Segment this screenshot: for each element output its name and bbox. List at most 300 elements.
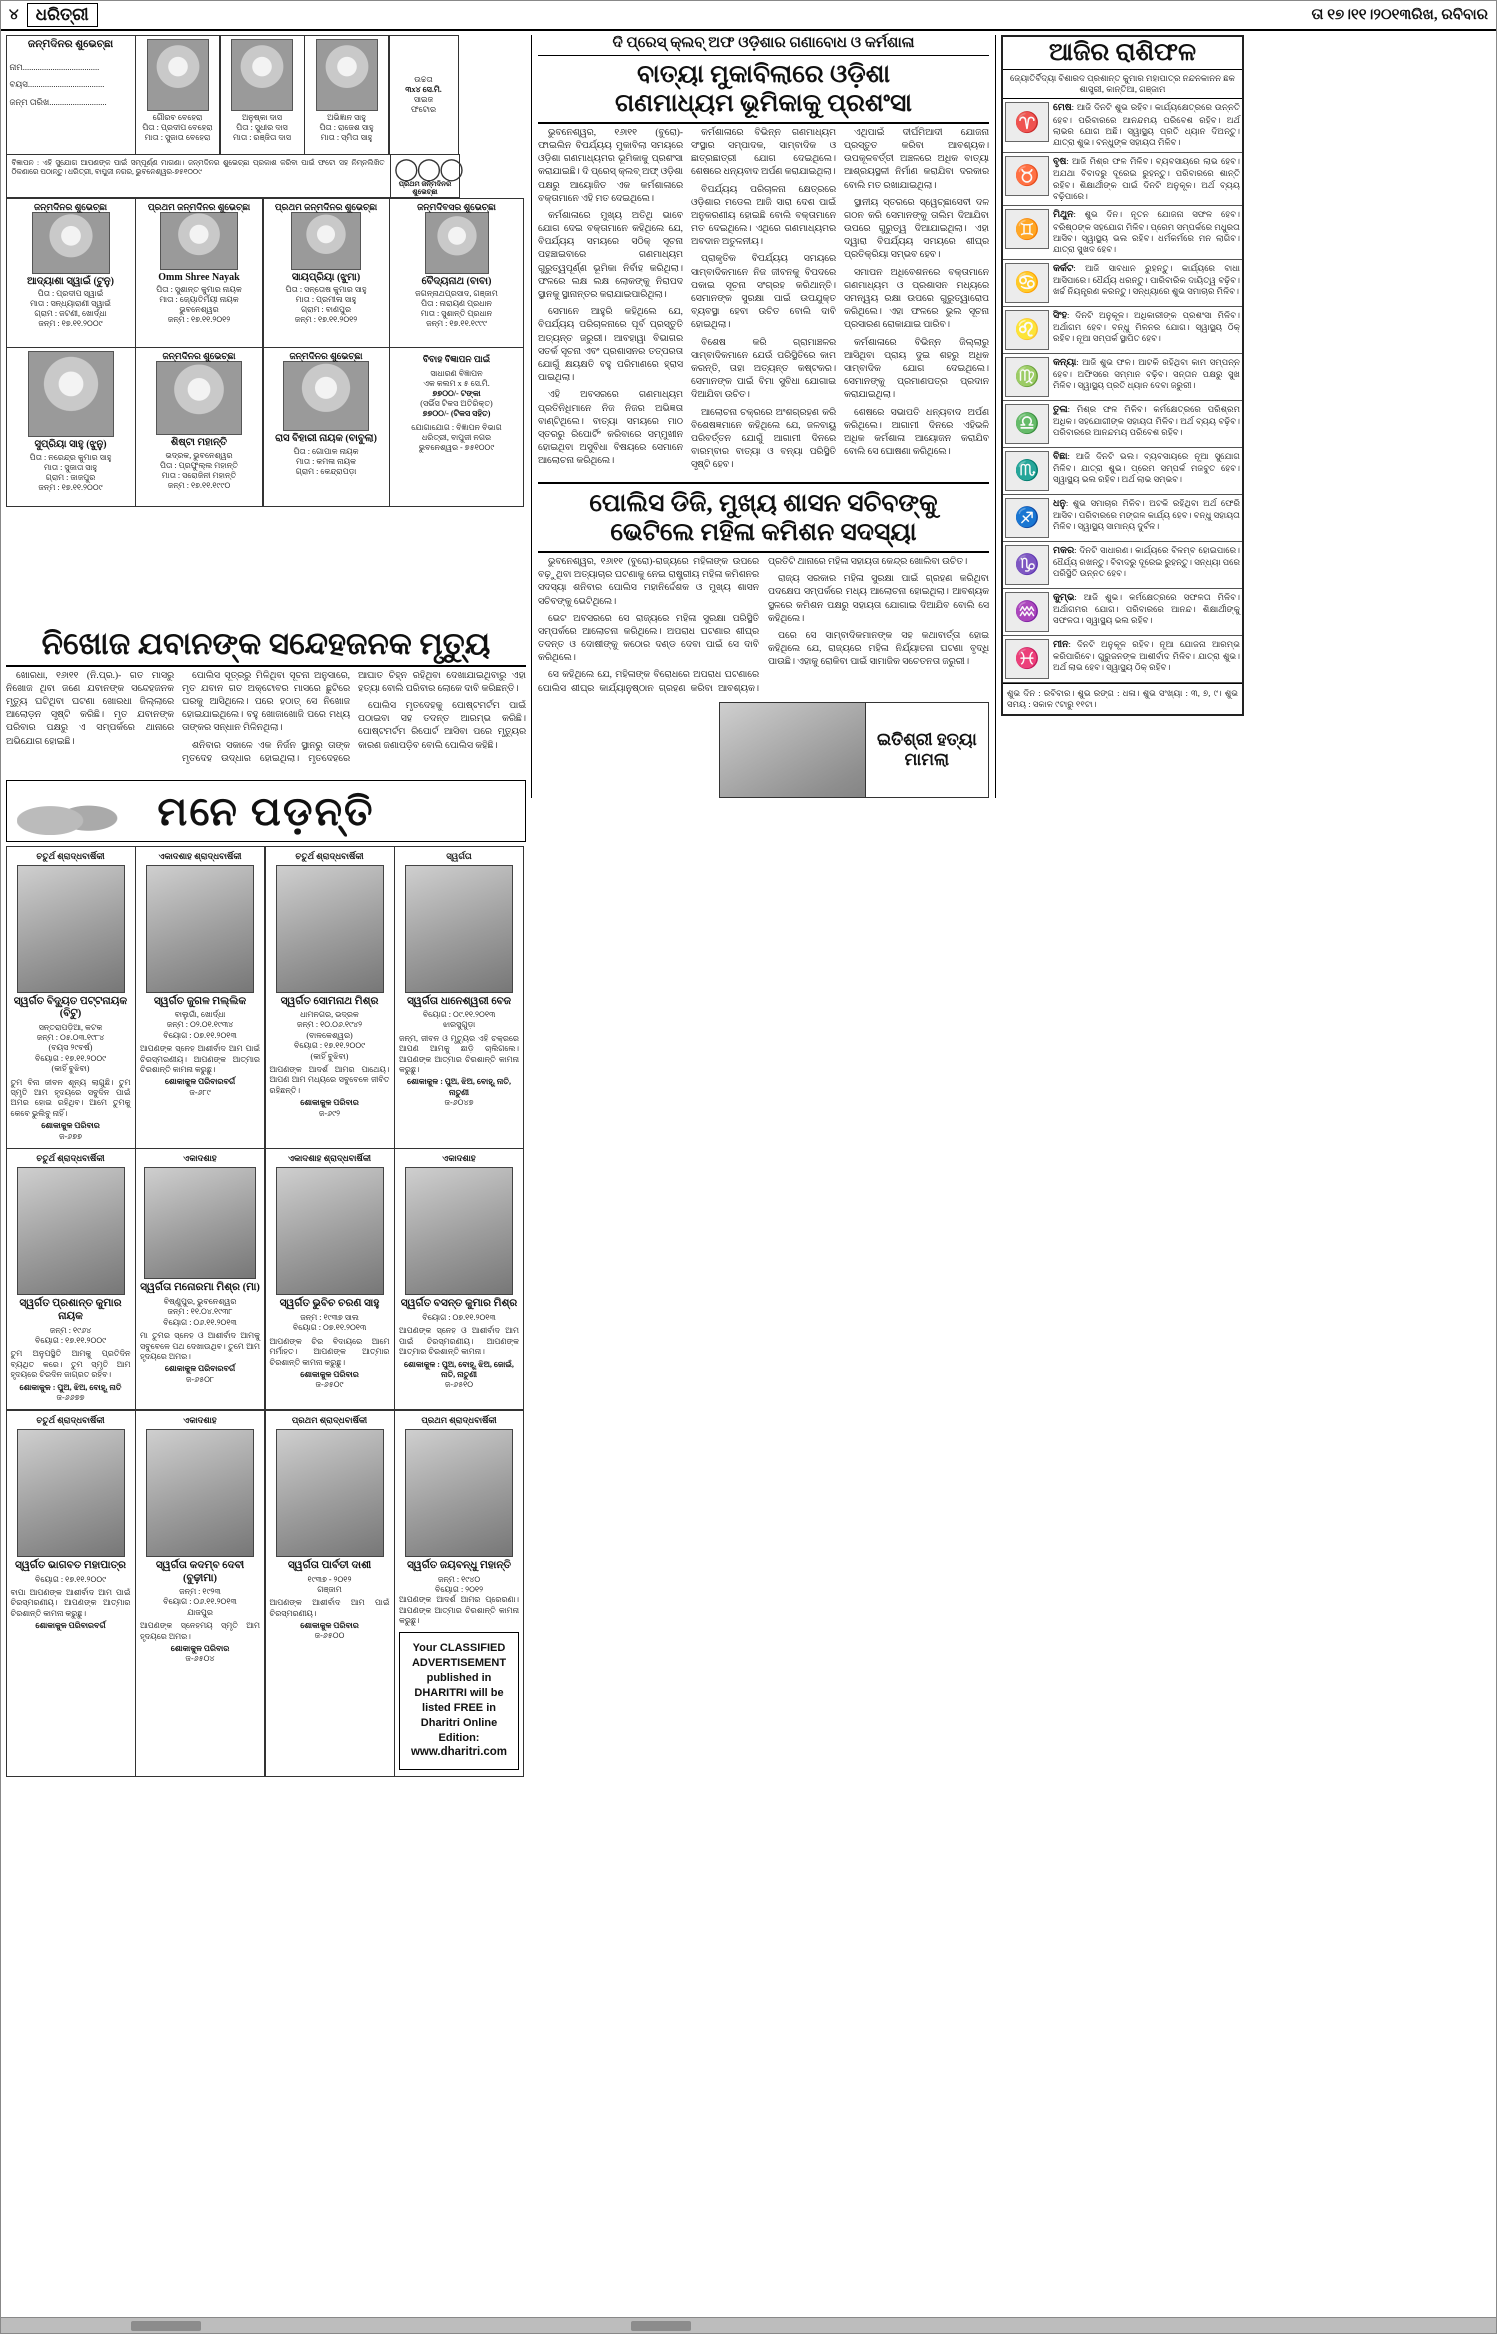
obituary-entry xyxy=(265,1410,395,1777)
form-line-dob: ଜନ୍ମ ତାରିଖ........................... xyxy=(9,97,107,108)
obituary-message: ଆପଣଙ୍କ ସ୍ନେହ ଓ ଆଶୀର୍ବାଦ ଆମ ପାଇଁ ଚିରସ୍ମରଣୀୟ। ଆପଣଙ୍କ ଆତ୍ମାର ଚିରଶାନ୍ତି କାମନା। xyxy=(399,1326,519,1357)
birthday-detail: ମାତା : ରଞ୍ଜିତା ଦାସ xyxy=(233,132,291,142)
birthday-detail: ଭଦ୍ରକ, ଭୁବନେଶ୍ୱର xyxy=(165,450,233,460)
paragraph: ପ୍ରାକୃତିକ ବିପର୍ଯ୍ୟୟ ସମୟରେ ସାମ୍ବାଦିକମାନେ ନିଜ ଜୀବନକୁ ବିପଦରେ ପକାଇ ସୂଚନା ସଂଗ୍ରହ କରିଥାନ୍ତି। ସେମାନଙ୍କ ସୁରକ୍ଷା ପାଇଁ ଉପଯୁକ୍ତ ବ୍ୟବସ୍ଥା ହେବା ଉଚିତ ବୋଲି ଦାବି ହୋଇଥିଲା। xyxy=(691,254,836,331)
obituary-ref: ଜ-୬୦୪୭ xyxy=(444,1098,474,1108)
obituary-mourners: ଶୋକାକୁଳ ପରିବାରବର୍ଗ xyxy=(35,1621,106,1631)
obituary-photo xyxy=(276,1167,384,1295)
article-headline: ଗଣମାଧ୍ୟମ ଭୂମିକାକୁ ପ୍ରଶଂସା xyxy=(615,90,912,117)
obituary-section xyxy=(6,776,526,1777)
lamp-icon xyxy=(17,787,127,835)
obituary-line: ବିୟୋଗ : ୦୯.୧୧.୨୦୧୩ xyxy=(422,1010,496,1020)
paragraph: ସେମାନେ ଆହୁରି କହିଥିଲେ ଯେ, ବିପର୍ଯ୍ୟୟ ପରିଚାଳନାରେ ପୂର୍ବ ପ୍ରସ୍ତୁତି ଅତ୍ୟନ୍ତ ଜରୁରୀ। ଆବହାୱା ବିଭାଗର ସତର୍କ ସୂଚନା ଏବଂ ପ୍ରଶାସନର ତତ୍‌ପରତା ଯୋଗୁଁ କ୍ଷୟକ୍ଷତି ବହୁ ପରିମାଣରେ ହ୍ରାସ ପାଇଥିଲା। xyxy=(538,307,683,384)
news-photo xyxy=(719,702,989,798)
birthday-detail: ପିତା : ସୁଶାନ୍ତ କୁମାର ନାୟକ xyxy=(156,285,242,295)
paragraph: ଏଥିପାଇଁ ଦୀର୍ଘମିଆଦୀ ଯୋଜନା ପ୍ରସ୍ତୁତ କରିବା ଆବଶ୍ୟକ। ଉପକୂଳବର୍ତ୍ତୀ ଅଞ୍ଚଳରେ ଅଧିକ ବାତ୍ୟା ଆଶ୍ରୟସ୍ଥଳୀ ନିର୍ମାଣ କରାଯିବା ଦରକାର ବୋଲି ମତ ରଖାଯାଇଥିଲା। xyxy=(844,127,989,191)
birthday-detail: ଜନ୍ମ : ୧୭.୧୧.୨୦୧୨ xyxy=(167,315,231,325)
rashifal-item: ♌ ସିଂହ: ଦିନଟି ଅନୁକୂଳ। ଅଧିକାରୀଙ୍କ ପ୍ରଶଂସା ମିଳିବ। ଅର୍ଥାଗମ ହେବ। ବନ୍ଧୁ ମିଳନର ଯୋଗ। ସ୍ୱାସ୍ଥ୍ୟ ଠିକ୍‌ ରହିବ। ନୂଆ ସମ୍ପର୍କ ସ୍ଥାପିତ ହେବ। xyxy=(1003,307,1242,354)
page-number: ୪ xyxy=(9,7,19,23)
article-kicker: ଦି ପ୍ରେସ୍‌ କ୍ଲବ୍‌ ଅଫ ଓଡ଼ିଶାର ଗଣାବୋଧ ଓ କର୍ମଶାଳା xyxy=(538,35,989,56)
birthday-detail: ଗ୍ରାମ : ଜାଜପୁର xyxy=(45,472,96,482)
obituary-ref: ଜ-୬୭୭ xyxy=(58,1131,82,1141)
obituary-occasion: ଏକାଦଶାହ xyxy=(183,1414,217,1425)
obituary-photo xyxy=(405,865,513,993)
birthday-detail: ଜନ୍ମ : ୧୭.୧୧.୧୯୯୦ xyxy=(167,480,231,490)
obituary-name: ସ୍ୱର୍ଗତା କଦମ୍ବ ଦେବୀ (ବୁଢ଼ୀମା) xyxy=(155,1559,245,1584)
rashifal-title: ଆଜିର ରାଶିଫଳ xyxy=(1003,37,1242,70)
form-line-name: ନାମ.................................... xyxy=(9,61,100,72)
zodiac-aquarius-icon: ♒ xyxy=(1005,592,1049,632)
birthday-detail: ଜଗନ୍ନାଥପ୍ରସାଦ, ଗଞ୍ଜାମ xyxy=(415,289,498,299)
birthday-cell xyxy=(6,347,136,507)
zodiac-name: କର୍କଟ xyxy=(1053,263,1074,274)
birthday-photo xyxy=(425,212,489,274)
obituary-occasion: ଏକାଦଶାହ ଶ୍ରାଦ୍ଧବାର୍ଷିକୀ xyxy=(158,850,242,861)
obituary-line: (ବୟସ ୨୯ବର୍ଷ) xyxy=(48,1043,93,1053)
rashifal-item: ♓ ମୀନ: ଦିନଟି ଅନୁକୂଳ ରହିବ। ନୂଆ ଯୋଜନା ଆରମ୍ଭ କରିପାରିବେ। ଗୁରୁଜନଙ୍କ ଆଶୀର୍ବାଦ ମିଳିବ। ଯାତ୍ରା ଶୁଭ। ଅର୍ଥ ଲାଭ ହେବ। ସ୍ୱାସ୍ଥ୍ୟ ଠିକ୍‌ ରହିବ। xyxy=(1003,636,1242,683)
obituary-ref: ଜ-୬୫୦୦ xyxy=(314,1631,345,1641)
obituary-name: ସ୍ୱର୍ଗତା ମନୋରମା ମିଶ୍ର (ମା) xyxy=(140,1282,260,1294)
obituary-occasion: ଚତୁର୍ଥ ଶ୍ରାଦ୍ଧବାର୍ଷିକୀ xyxy=(295,850,364,861)
birthday-name: ଶିଷ୍ଟା ମହାନ୍ତି xyxy=(170,437,228,449)
birthday-name: ଆଦ୍ୟାଶା ସ୍ୱାଇଁ (ଟୁନୁ) xyxy=(27,275,114,287)
paragraph: ପୋଲିସ ମୃତଦେହକୁ ପୋଷ୍ଟମର୍ଟମ ପାଇଁ ପଠାଇବା ସହ ତଦନ୍ତ ଆରମ୍ଭ କରିଛି। ପୋଷ୍ଟମର୍ଟମ ରିପୋର୍ଟ ଆସିବା ପରେ ମୃତ୍ୟୁର କାରଣ ଜଣାପଡ଼ିବ ବୋଲି ପୋଲିସ କହିଛି। xyxy=(358,701,526,751)
birthday-note-text: ବିଜ୍ଞାପନ : ଏହି ସୁଯୋଗ ଆପଣଙ୍କ ପାଇଁ ସମ୍ପୂର୍ଣ୍ଣ ମାଗଣା। ଜନ୍ମଦିନର ଶୁଭେଚ୍ଛା ପ୍ରକାଶ କରିବା ପାଇଁ ଫଟୋ ସହ ନିମ୍ନଲିଖିତ ଠିକଣାରେ ପଠାନ୍ତୁ। ଧରିତ୍ରୀ, ବାପୁଜୀ ନଗର, ଭୁବନେଶ୍ୱର-୭୫୧୦୦୯ xyxy=(11,158,385,177)
obituary-name: ସ୍ୱର୍ଗତ ବିଦ୍ୟୁତ ପଟ୍ଟନାୟକ (ବିଟୁ) xyxy=(13,995,128,1020)
rashifal-item: ♉ ବୃଷ: ଆଜି ମିଶ୍ର ଫଳ ମିଳିବ। ବ୍ୟବସାୟରେ ଲାଭ ହେବ। ଅଯଥା ବିବାଦରୁ ଦୂରେଇ ରୁହନ୍ତୁ। ପରିବାରରେ ଶାନ୍ତି ରହିବ। ଶିକ୍ଷାର୍ଥୀଙ୍କ ପାଇଁ ଦିନଟି ଅନୁକୂଳ। ଅର୍ଥ ବ୍ୟୟ ବଢ଼ିପାରେ। xyxy=(1003,153,1242,206)
zodiac-text: ଦିନଟି ଅନୁକୂଳ। ଅଧିକାରୀଙ୍କ ପ୍ରଶଂସା ମିଳିବ। ଅର୍ଥାଗମ ହେବ। ବନ୍ଧୁ ମିଳନର ଯୋଗ। ସ୍ୱାସ୍ଥ୍ୟ ଠିକ୍‌ ରହିବ। ନୂଆ ସମ୍ପର୍କ ସ୍ଥାପିତ ହେବ। xyxy=(1053,309,1240,344)
obituary-line: ବିୟୋଗ : ୧୭.୧୧.୨୦୦୯ xyxy=(34,1574,107,1584)
obituary-message: ବାପା ଆପଣଙ୍କ ଆଶୀର୍ବାଦ ଆମ ପାଇଁ ଚିରସ୍ମରଣୀୟ। ଆପଣଙ୍କ ଆତ୍ମାର ଚିରଶାନ୍ତି କାମନା କରୁଛୁ। xyxy=(10,1587,131,1618)
obituary-line: ବିୟୋଗ : ୦୭.୧୧.୨୦୧୩ xyxy=(422,1313,496,1323)
birthday-detail: ମାତା : କମଳା ନାୟକ xyxy=(295,456,357,466)
obituary-line: ବିୟୋଗ : ୧୭.୧୧.୨୦୦୯ xyxy=(293,1041,366,1051)
obituary-mourners: ଶୋକାକୁଳ ପରିବାର xyxy=(300,1098,359,1108)
zodiac-scorpio-icon: ♏ xyxy=(1005,451,1049,491)
birthday-cell xyxy=(6,198,136,348)
birthday-detail: ଜନ୍ମ : ୧୭.୧୧.୨୦୦୯ xyxy=(38,482,103,492)
obituary-mourners: ଶୋକାକୁଳ : ପୁଅ, ଝିଅ, ବୋହୂ, ନାତି xyxy=(19,1382,122,1392)
obituary-photo xyxy=(405,1429,513,1557)
zodiac-text: ଆଜି ଦିନଟି ଶୁଭ ରହିବ। କାର୍ଯ୍ୟକ୍ଷେତ୍ରରେ ଉନ୍ନତି ହେବ। ପରିବାରରେ ଆନନ୍ଦମୟ ପରିବେଶ ରହିବ। ଅର୍ଥ ଲାଭର ଯୋଗ ଅଛି। ସ୍ୱାସ୍ଥ୍ୟ ପ୍ରତି ଧ୍ୟାନ ଦିଅନ୍ତୁ। ଯାତ୍ରା ଶୁଭ। ବନ୍ଧୁଙ୍କ ସହାୟତା ମିଳିବ। xyxy=(1053,102,1240,148)
obituary-mourners: ଶୋକାକୁଳ ପରିବାରବର୍ଗ xyxy=(164,1077,236,1087)
photo-size-note xyxy=(389,35,459,155)
missing-soldier-article xyxy=(6,626,526,766)
obituary-occasion: ଏକାଦଶାହ ଶ୍ରାଦ୍ଧବାର୍ଷିକୀ xyxy=(287,1153,372,1164)
obituary-line: ଜନ୍ମ : ୧୧.୦୪.୧୯୩୮ xyxy=(167,1307,233,1317)
birthday-detail: ମାତା : ଜ୍ୟୋତିର୍ମୟୀ ନାୟକ xyxy=(159,295,239,305)
obituary-occasion: ଚତୁର୍ଥ ଶ୍ରାଦ୍ଧବାର୍ଷିକୀ xyxy=(36,850,105,861)
obituary-mourners: ଶୋକାକୁଳ : ପୁଅ, ଝିଅ, ବୋହୂ, ନାତି, ନାତୁଣୀ xyxy=(407,1077,511,1097)
birthday-detail: ଗ୍ରାମ : କେନ୍ଦ୍ରାପଡ଼ା xyxy=(295,466,357,476)
obituary-photo xyxy=(146,1429,254,1557)
birthday-detail: ପିତା : ସନ୍ତୋଷ କୁମାର ସାହୁ xyxy=(285,285,367,295)
birthday-note xyxy=(6,154,391,198)
birthday-cell xyxy=(135,347,263,507)
rashifal-item: ♈ ମେଷ: ଆଜି ଦିନଟି ଶୁଭ ରହିବ। କାର୍ଯ୍ୟକ୍ଷେତ୍ରରେ ଉନ୍ନତି ହେବ। ପରିବାରରେ ଆନନ୍ଦମୟ ପରିବେଶ ରହିବ। ଅର୍ଥ ଲାଭର ଯୋଗ ଅଛି। ସ୍ୱାସ୍ଥ୍ୟ ପ୍ରତି ଧ୍ୟାନ ଦିଅନ୍ତୁ। ଯାତ୍ରା ଶୁଭ। ବନ୍ଧୁଙ୍କ ସହାୟତା ମିଳିବ। xyxy=(1003,99,1242,152)
ad-line: Dharitri Online xyxy=(420,1716,498,1729)
obituary-mourners: ଶୋକାକୁଳ : ପୁଅ, ବୋହୂ, ଝିଅ, ଜୋଇଁ, ନାତି, ନାତୁଣୀ xyxy=(404,1359,514,1380)
obituary-photo xyxy=(276,865,384,993)
birthday-name: ଅନୁଷ୍କା ଦାସ xyxy=(241,112,282,122)
rashifal-item: ♍ କନ୍ୟା: ଆଜି ଶୁଭ ଫଳ। ଆଟକି ରହିଥିବା କାମ ସମ୍ପନ୍ନ ହେବ। ଅଫିସରେ ସମ୍ମାନ ବଢ଼ିବ। ସନ୍ତାନ ପକ୍ଷରୁ ସୁଖ ମିଳିବ। ସ୍ୱାସ୍ଥ୍ୟ ପ୍ରତି ଧ୍ୟାନ ଦେବା ଜରୁରୀ। xyxy=(1003,354,1242,401)
rashifal-item: ♎ ତୁଳା: ମିଶ୍ର ଫଳ ମିଳିବ। କର୍ମକ୍ଷେତ୍ରରେ ପରିଶ୍ରମ ଅଧିକ। ସହଯୋଗୀଙ୍କ ସହାୟତା ମିଳିବ। ଅର୍ଥ ବ୍ୟୟ ବଢ଼ିବ। ପରିବାରରେ ଆନନ୍ଦମୟ ପରିବେଶ ରହିବ। xyxy=(1003,401,1242,448)
obituary-name: ସ୍ୱର୍ଗତ ଭାଗବତ ମହାପାତ୍ର xyxy=(14,1559,126,1571)
obituary-line: (କାହିଁ ବୁଝିବା) xyxy=(310,1051,349,1061)
obituary-banner xyxy=(6,780,526,842)
obituary-message: ଆପଣଙ୍କ ସ୍ନେହମୟ ସ୍ମୃତି ଆମ ହୃଦୟରେ ଅମର। xyxy=(140,1621,260,1641)
paragraph: ଏହି ଅବସରରେ ଗଣମାଧ୍ୟମ ପ୍ରତିନିଧିମାନେ ନିଜ ନିଜର ଅଭିଜ୍ଞତା ବାଣ୍ଟିଥିଲେ। ବାତ୍ୟା ସମୟରେ ମାଠ ସ୍ତରରୁ ରିପୋର୍ଟିଂ କରିବାରେ ସମ୍ମୁଖୀନ ହୋଇଥିବା ଅସୁବିଧା ବିଷୟରେ ସେମାନେ ଆଲୋଚନା କରିଥିଲେ। xyxy=(538,390,683,467)
obituary-mourners: ଶୋକାକୁଳ ପରିବାର xyxy=(170,1644,230,1654)
obituary-line: ବିୟୋଗ : ୦୭.୧୧.୨୦୧୩ xyxy=(163,1030,237,1040)
birthday-detail: ମାତା : ସ୍ମିତା ସାହୁ xyxy=(320,132,373,142)
birthday-detail: ପିତା : ନାରାୟଣ ପ୍ରଧାନ xyxy=(421,299,492,309)
pricebox-line: ଭୁବନେଶ୍ୱର - ୭୫୧୦୦୯ xyxy=(418,443,495,453)
zodiac-text: ଆଜି ମିଶ୍ର ଫଳ ମିଳିବ। ବ୍ୟବସାୟରେ ଲାଭ ହେବ। ଅଯଥା ବିବାଦରୁ ଦୂରେଇ ରୁହନ୍ତୁ। ପରିବାରରେ ଶାନ୍ତି ରହିବ। ଶିକ୍ଷାର୍ଥୀଙ୍କ ପାଇଁ ଦିନଟି ଅନୁକୂଳ। ଅର୍ଥ ବ୍ୟୟ ବଢ଼ିପାରେ। xyxy=(1053,155,1240,201)
zodiac-text: ଦିନଟି ଅନୁକୂଳ ରହିବ। ନୂଆ ଯୋଜନା ଆରମ୍ଭ କରିପାରିବେ। ଗୁରୁଜନଙ୍କ ଆଶୀର୍ବାଦ ମିଳିବ। ଯାତ୍ରା ଶୁଭ। ଅର୍ଥ ଲାଭ ହେବ। ସ୍ୱାସ୍ଥ୍ୟ ଠିକ୍‌ ରହିବ। xyxy=(1053,638,1240,673)
paragraph: ବିଶେଷ କରି ଗ୍ରାମାଞ୍ଚଳର ସାମ୍ବାଦିକମାନେ ଯେଉଁ ପରିସ୍ଥିତିରେ କାମ କରନ୍ତି, ତାହା ଅତ୍ୟନ୍ତ କଷ୍ଟକର। ସେମାନଙ୍କ ପାଇଁ ବିମା ସୁବିଧା ଯୋଗାଇ ଦିଆଯିବା ଉଚିତ। xyxy=(691,337,836,401)
obituary-entry xyxy=(265,1148,395,1410)
press-club-article xyxy=(531,35,996,798)
obituary-name: ସ୍ୱର୍ଗତା ଧାନେଶ୍ୱରୀ ବେଜ xyxy=(406,995,512,1007)
paragraph: ସମାପନ ଅଧିବେଶନରେ ବକ୍ତାମାନେ ଗଣମାଧ୍ୟମ ଓ ପ୍ରଶାସନ ମଧ୍ୟରେ ସମନ୍ୱୟ ରକ୍ଷା ଉପରେ ଗୁରୁତ୍ୱାରୋପ କରିଥିଲେ। ଏହା ଫଳରେ ଭୁଲ ସୂଚନା ପ୍ରସାରଣ ରୋକାଯାଇ ପାରିବ। xyxy=(844,267,989,331)
birthday-name: ରାସ ବିହାରୀ ନାୟକ (ବାବୁଲା) xyxy=(275,433,377,445)
birthday-photo xyxy=(316,39,378,111)
classified-ad[interactable] xyxy=(399,1632,519,1769)
birthday-detail: ଜନ୍ମ : ୧୭.୧୧.୨୦୧୨ xyxy=(294,315,358,325)
zodiac-name: ସିଂହ xyxy=(1053,310,1067,321)
rashifal-item: ♊ ମିଥୁନ: ଶୁଭ ଦିନ। ନୂତନ ଯୋଜନା ସଫଳ ହେବ। ବରିଷ୍ଠଙ୍କ ସହଯୋଗ ମିଳିବ। ପ୍ରେମ ସମ୍ପର୍କରେ ମଧୁରତା ଆସିବ। ସ୍ୱାସ୍ଥ୍ୟ ଭଲ ରହିବ। ଧର୍ମକର୍ମରେ ମନ ଲାଗିବ। ଯାତ୍ରା ସୁଖଦ ହେବ। xyxy=(1003,206,1242,259)
paragraph: ରାଜ୍ୟ ସରକାର ମହିଳା ସୁରକ୍ଷା ପାଇଁ ଗ୍ରହଣ କରିଥିବା ପଦକ୍ଷେପ ସମ୍ପର୍କରେ ମଧ୍ୟ ଆଲୋଚନା ହୋଇଥିଲା। ଆବଶ୍ୟକ ସ୍ଥଳରେ କମିଶନ ପକ୍ଷରୁ ସହାୟତା ଯୋଗାଇ ଦିଆଯିବ ବୋଲି ସେ କହିଥିଲେ। xyxy=(768,574,989,624)
zodiac-libra-icon: ♎ xyxy=(1005,404,1049,444)
ad-line: Edition: xyxy=(438,1731,480,1744)
paragraph: ପରେ ସେ ସାମ୍ବାଦିକମାନଙ୍କ ସହ କଥାବାର୍ତ୍ତା ହୋଇ କହିଥିଲେ ଯେ, ରାଜ୍ୟରେ ମହିଳା ନିର୍ଯ୍ୟାତନା ଘଟଣା ବୃଦ୍ଧି ପାଉଛି। ଏହାକୁ ରୋକିବା ପାଇଁ ସାମାଜିକ ସଚେତନତା ଜରୁରୀ। xyxy=(768,630,989,668)
obituary-line: ବିୟୋଗ : ୨୦୧୨ xyxy=(434,1584,484,1594)
obituary-photo xyxy=(146,865,254,993)
obituary-entry xyxy=(135,846,265,1149)
birthday-photo xyxy=(283,361,369,431)
obituary-name: ସ୍ୱର୍ଗତ ସୋମନାଥ ମିଶ୍ର xyxy=(280,995,379,1007)
birthday-name: ଗୌରବ ବେହେରା xyxy=(152,112,203,122)
zodiac-cancer-icon: ♋ xyxy=(1005,263,1049,303)
obituary-line: ବିୟୋଗ : ୧୭.୧୧.୨୦୦୯ xyxy=(34,1336,107,1346)
masthead xyxy=(1,1,1496,31)
paragraph: କର୍ମଶାଳାରେ ବିଭିନ୍ନ ଜିଲ୍ଲାରୁ ଆସିଥିବା ପ୍ରାୟ ଦୁଇ ଶହରୁ ଅଧିକ ସାମ୍ବାଦିକ ଯୋଗ ଦେଇଥିଲେ। ସେମାନଙ୍କୁ ପ୍ରମାଣପତ୍ର ପ୍ରଦାନ କରାଯାଇଥିଲା। xyxy=(844,337,989,401)
obituary-occasion: ଏକାଦଶାହ xyxy=(183,1153,217,1164)
zodiac-text: ଆଜି ଶୁଭ ଫଳ। ଆଟକି ରହିଥିବା କାମ ସମ୍ପନ୍ନ ହେବ। ଅଫିସରେ ସମ୍ମାନ ବଢ଼ିବ। ସନ୍ତାନ ପକ୍ଷରୁ ସୁଖ ମିଳିବ। ସ୍ୱାସ୍ଥ୍ୟ ପ୍ରତି ଧ୍ୟାନ ଦେବା ଜରୁରୀ। xyxy=(1053,356,1240,391)
paragraph: ଆଲୋଚନା ଚକ୍ରରେ ଅଂଶଗ୍ରହଣ କରି ବିଶେଷଜ୍ଞମାନେ କହିଥିଲେ ଯେ, ଜଳବାୟୁ ପରିବର୍ତ୍ତନ ଯୋଗୁଁ ଆଗାମୀ ଦିନରେ ବାରମ୍ବାର ବାତ୍ୟା ଓ ବନ୍ୟା ପରିସ୍ଥିତି ସୃଷ୍ଟି ହେବ। xyxy=(691,407,836,471)
obituary-message: ଆପଣଙ୍କ ଚିର ବିଦାୟରେ ଆମେ ମର୍ମାହତ। ଆପଣଙ୍କ ଆତ୍ମାର ଚିରଶାନ୍ତି କାମନା କରୁଛୁ। xyxy=(269,1336,390,1367)
zodiac-virgo-icon: ♍ xyxy=(1005,357,1049,397)
zodiac-name: ମକର xyxy=(1053,545,1075,556)
birthday-detail: ମାତା : ସୁଶାନ୍ତି ପ୍ରଧାନ xyxy=(420,309,493,319)
birthday-detail: ମାତା : ସରୋଜିନୀ ମହାନ୍ତି xyxy=(161,470,237,480)
birthday-detail: ମାତା : ସୁଜାତା ବେହେରା xyxy=(144,132,211,142)
obituary-occasion: ଚତୁର୍ଥ ଶ୍ରାଦ୍ଧବାର୍ଷିକୀ xyxy=(36,1414,105,1425)
zodiac-name: ବୃଷ xyxy=(1053,156,1067,167)
obituary-entry xyxy=(265,846,395,1149)
birthday-greet: ପ୍ରଥମ ଜନ୍ମଦିନର ଶୁଭେଚ୍ଛା xyxy=(274,201,378,212)
obituary-ref: ଜ-୬୫୦୯ xyxy=(315,1380,344,1390)
obituary-name: ସ୍ୱର୍ଗତ ଜୁଗଳ ମଲ୍ଲିକ xyxy=(153,995,247,1007)
paragraph: ପୋଲିସ ସୂତ୍ରରୁ ମିଳିଥିବା ସୂଚନା ଅନୁସାରେ, ମୃତ ଯବାନ ଗତ ଅକ୍ଟୋବର ମାସରେ ଛୁଟିରେ ଘରକୁ ଆସିଥିଲେ। ପରେ ହଠାତ୍‌ ସେ ନିଖୋଜ ହୋଇଯାଇଥିଲେ। ବହୁ ଖୋଜାଖୋଜି ପରେ ମଧ୍ୟ ତାଙ୍କର ସନ୍ଧାନ ମିଳିନଥିଲା। xyxy=(182,670,350,734)
obituary-message: ଆପଣଙ୍କ ଆଶୀର୍ବାଦ ଆମ ପାଇଁ ଚିରସ୍ମରଣୀୟ। xyxy=(269,1598,390,1618)
rashifal-item: ♐ ଧନୁ: ଶୁଭ ସମାଚାର ମିଳିବ। ଅଟକି ରହିଥିବା ଅର୍ଥ ଫେରି ଆସିବ। ପରିବାରରେ ମଙ୍ଗଳ କାର୍ଯ୍ୟ ହେବ। ବନ୍ଧୁ ସହାୟତା ମିଳିବ। ସ୍ୱାସ୍ଥ୍ୟ ସାମାନ୍ୟ ଦୁର୍ବଳ। xyxy=(1003,495,1242,542)
paragraph: ଭୁବନେଶ୍ୱର, ୧୬ା୧୧ (ବୁରୋ)- ଫାଇଲିନ ବିପର୍ଯ୍ୟୟ ମୁକାବିଲା ସମୟରେ ଓଡ଼ିଶା ଗଣମାଧ୍ୟମର ଭୂମିକାକୁ ପ୍ରଶଂସା କରାଯାଇଛି। ଦି ପ୍ରେସ୍‌ କ୍ଲବ୍‌ ଅଫ୍‌ ଓଡ଼ିଶା ପକ୍ଷରୁ ଆୟୋଜିତ ଏକ କର୍ମଶାଳାରେ ବକ୍ତାମାନେ ଏହି ମତ ଦେଇଥିଲେ। xyxy=(538,127,683,204)
obituary-line: (କାହିଁ ବୁଝିବା) xyxy=(51,1064,90,1074)
obituary-grid xyxy=(6,846,526,1777)
obituary-message: ତୁମ ବିନା ଜୀବନ ଶୂନ୍ୟ ଲାଗୁଛି। ତୁମ ସ୍ମୃତି ଆମ ହୃଦୟରେ ସବୁଦିନ ପାଇଁ ଅମର ହୋଇ ରହିଥିବ। ଆମେ ତୁମକୁ କେବେ ଭୁଲିବୁ ନାହିଁ। xyxy=(10,1077,131,1118)
article-headline: ଭେଟିଲେ ମହିଳା କମିଶନ ସଦସ୍ୟା xyxy=(610,519,917,547)
ad-url[interactable]: www.dharitri.com xyxy=(410,1746,508,1759)
obituary-line: ବାଲୁଗାଁ, ଖୋର୍ଦ୍ଧା xyxy=(174,1010,226,1020)
obituary-entry xyxy=(135,1410,265,1777)
birthday-grid xyxy=(6,35,526,507)
obituary-line: ଜନ୍ମ : ୧୯୬୪ xyxy=(49,1325,92,1335)
birthday-detail: ଗ୍ରାମ : ବାଣପୁର xyxy=(300,305,352,315)
paragraph: ଶନିବାର ସକାଳେ ଏକ ନିର୍ଜନ ସ୍ଥାନରୁ ତାଙ୍କ ମୃତଦେହ ଉଦ୍ଧାର ହୋଇଥିଲା। ମୃତଦେହରେ ଆଘାତ ଚିହ୍ନ ରହିଥିବା ଦେଖାଯାଇଥିବାରୁ ଏହା ହତ୍ୟା ବୋଲି ପରିବାର ଲୋକେ ଦାବି କରିଛନ୍ତି। xyxy=(182,670,526,764)
obituary-occasion: ପ୍ରଥମ ଶ୍ରାଦ୍ଧବାର୍ଷିକୀ xyxy=(291,1414,368,1425)
obituary-message: ଆପଣଙ୍କ ଆଦର୍ଶ ଆମର ପାଥେୟ। ଆପଣ ଆମ ମଧ୍ୟରେ ସବୁବେଳେ ଜୀବିତ ରହିଛନ୍ତି। xyxy=(269,1065,390,1095)
obituary-line: ଧାମନଗର, ଭଦ୍ରକ xyxy=(300,1010,359,1020)
paragraph: କର୍ମଶାଳାରେ ବିଭିନ୍ନ ଗଣମାଧ୍ୟମ ସଂସ୍ଥାର ସମ୍ପାଦକ, ସାମ୍ବାଦିକ ଓ ଛାତ୍ରଛାତ୍ରୀ ଯୋଗ ଦେଇଥିଲେ। ଶେଷରେ ଧନ୍ୟବାଦ ଅର୍ପଣ କରାଯାଇଥିଲା। xyxy=(691,127,836,178)
obituary-name: ସ୍ୱର୍ଗତ ପ୍ରଶାନ୍ତ କୁମାର ନାୟକ xyxy=(19,1298,122,1323)
birthday-form-cell xyxy=(6,35,136,155)
size-note-line: ୩x୪ ସେ.ମି. xyxy=(405,84,442,94)
zodiac-text: ଆଜି ଶୁଭ। କର୍ମକ୍ଷେତ୍ରରେ ସଫଳତା ମିଳିବ। ଅର୍ଥାଗମର ଯୋଗ। ପରିବାରରେ ଆନନ୍ଦ। ଶିକ୍ଷାର୍ଥୀଙ୍କୁ ସଫଳତା। ସ୍ୱାସ୍ଥ୍ୟ ଭଲ ରହିବ। xyxy=(1053,591,1240,626)
pricebox-line: (ସର୍ଭିସ ଟିକସ ଅତିରିକ୍ତ) xyxy=(420,399,493,409)
ad-line: Your CLASSIFIED xyxy=(412,1642,506,1655)
obituary-occasion: ସ୍ୱର୍ଗତା xyxy=(446,850,472,861)
obituary-banner-title: ମନେ ପଡ଼ନ୍ତି xyxy=(157,788,375,834)
pricebox-line: ଏକ କଲମ x ୫ ସେ.ମି. xyxy=(423,379,490,389)
ad-line: listed FREE in xyxy=(422,1701,496,1714)
birthday-name: Omm Shree Nayak xyxy=(158,271,240,283)
obituary-occasion: ପ୍ରଥମ ଶ୍ରାଦ୍ଧବାର୍ଷିକୀ xyxy=(421,1414,497,1425)
birthday-name: ସୁପ୍ରିୟା ସାହୁ (ଝୁନୁ) xyxy=(34,439,107,450)
rashifal-item: ♋ କର୍କଟ: ଆଜି ସାବଧାନ ରୁହନ୍ତୁ। କାର୍ଯ୍ୟରେ ବାଧା ଆସିପାରେ। ଧୈର୍ଯ୍ୟ ଧରନ୍ତୁ। ପାରିବାରିକ ଦାୟିତ୍ୱ ବଢ଼ିବ। ଖର୍ଚ୍ଚ ନିୟନ୍ତ୍ରଣ କରନ୍ତୁ। ସନ୍ଧ୍ୟାରେ ଶୁଭ ସମାଚାର ମିଳିବ। xyxy=(1003,260,1242,307)
zodiac-name: କନ୍ୟା xyxy=(1053,357,1077,368)
zodiac-text: ଆଜି ଦିନଟି ଭଲ। ବ୍ୟବସାୟରେ ନୂଆ ସୁଯୋଗ ମିଳିବ। ଯାତ୍ରା ଶୁଭ। ପ୍ରେମ ସମ୍ପର୍କ ମଜବୁତ ହେବ। ସ୍ୱାସ୍ଥ୍ୟ ଭଲ ରହିବ। ଅର୍ଥ ଲାଭ ସମ୍ଭବ। xyxy=(1053,450,1240,485)
zodiac-name: ମିଥୁନ xyxy=(1053,210,1074,221)
obituary-ref: ଜ-୬୯୨ xyxy=(318,1108,341,1118)
zodiac-text: ଶୁଭ ଦିନ। ନୂତନ ଯୋଜନା ସଫଳ ହେବ। ବରିଷ୍ଠଙ୍କ ସହଯୋଗ ମିଳିବ। ପ୍ରେମ ସମ୍ପର୍କରେ ମଧୁରତା ଆସିବ। ସ୍ୱାସ୍ଥ୍ୟ ଭଲ ରହିବ। ଧର୍ମକର୍ମରେ ମନ ଲାଗିବ। ଯାତ୍ରା ସୁଖଦ ହେବ। xyxy=(1053,209,1240,255)
zodiac-leo-icon: ♌ xyxy=(1005,310,1049,350)
size-note-line: ଫଟୋର xyxy=(410,104,437,114)
birthday-detail: ଗ୍ରାମ : ଜଟଣୀ, ଖୋର୍ଦ୍ଧା xyxy=(34,309,107,319)
zodiac-sagittarius-icon: ♐ xyxy=(1005,498,1049,538)
rashifal-item: ♏ ବିଛା: ଆଜି ଦିନଟି ଭଲ। ବ୍ୟବସାୟରେ ନୂଆ ସୁଯୋଗ ମିଳିବ। ଯାତ୍ରା ଶୁଭ। ପ୍ରେମ ସମ୍ପର୍କ ମଜବୁତ ହେବ। ସ୍ୱାସ୍ଥ୍ୟ ଭଲ ରହିବ। ଅର୍ଥ ଲାଭ ସମ୍ଭବ। xyxy=(1003,448,1242,495)
zodiac-aries-icon: ♈ xyxy=(1005,102,1049,142)
paragraph: ସ୍ଥାନୀୟ ସ୍ତରରେ ସ୍ୱେଚ୍ଛାସେବୀ ଦଳ ଗଠନ କରି ସେମାନଙ୍କୁ ତାଲିମ ଦିଆଯିବା ଉପରେ ଗୁରୁତ୍ୱ ଦିଆଯାଇଥିଲା। ଏହା ଦ୍ୱାରା ବିପର୍ଯ୍ୟୟ ସମୟରେ ଶୀଘ୍ର ପ୍ରତିକ୍ରିୟା ସମ୍ଭବ ହେବ। xyxy=(844,197,989,261)
article-headline: ପୋଲିସ ଡିଜି, ମୁଖ୍ୟ ଶାସନ ସଚିବଙ୍କୁ xyxy=(589,490,938,518)
press-club-body xyxy=(538,127,989,473)
issue-date: ତା ୧୭।୧୧।୨୦୧୩ରିଖ, ରବିବାର xyxy=(1311,7,1488,23)
scroll-thumb-mid[interactable] xyxy=(631,2321,691,2331)
paragraph: ଖୋରଧା, ୧୬ା୧୧ (ନି.ପ୍ର.)- ଗତ ମାସରୁ ନିଖୋଜ ଥିବା ଜଣେ ଯବାନଙ୍କ ସନ୍ଦେହଜନକ ମୃତ୍ୟୁ ଘଟିଥିବା ଘଟଣା ଖୋରଧା ଜିଲ୍ଲାରେ ଆଲୋଡ଼ନ ସୃଷ୍ଟି କରିଛି। ମୃତ ଯବାନଙ୍କ ପରିବାର ପକ୍ଷରୁ ଏ ସମ୍ପର୍କରେ ଥାନାରେ ଅଭିଯୋଗ ହୋଇଛି। xyxy=(6,670,174,747)
pricebox-line: ୭୭୦୦/- (ଟିକସ ସହିତ) xyxy=(422,409,491,419)
zodiac-name: ତୁଳା xyxy=(1053,404,1068,415)
obituary-message: ଆପଣଙ୍କ ସ୍ନେହ ଆଶୀର୍ବାଦ ଆମ ପାଇଁ ଚିରସ୍ମରଣୀୟ। ଆପଣଙ୍କ ଆତ୍ମାର ଚିରଶାନ୍ତି କାମନା କରୁଛୁ। xyxy=(140,1044,260,1075)
birthday-detail: ମାତା : ସୁଜାତା ସାହୁ xyxy=(43,462,98,472)
obituary-mourners: ଶୋକାକୁଳ ପରିବାରବର୍ଗ xyxy=(164,1364,236,1374)
birthday-cell xyxy=(390,154,460,198)
birthday-detail: ପିତା : ପ୍ରଦୀପ ସ୍ୱାଇଁ xyxy=(37,289,104,299)
marriage-ad-price-box xyxy=(389,347,524,507)
rashifal-item: ♒ କୁମ୍ଭ: ଆଜି ଶୁଭ। କର୍ମକ୍ଷେତ୍ରରେ ସଫଳତା ମିଳିବ। ଅର୍ଥାଗମର ଯୋଗ। ପରିବାରରେ ଆନନ୍ଦ। ଶିକ୍ଷାର୍ଥୀଙ୍କୁ ସଫଳତା। ସ୍ୱାସ୍ଥ୍ୟ ଭଲ ରହିବ। xyxy=(1003,589,1242,636)
birthday-detail: ପିତା : ନରେନ୍ଦ୍ର କୁମାର ସାହୁ xyxy=(29,452,112,462)
rashifal-footer: ଶୁଭ ଦିନ : ରବିବାର। ଶୁଭ ରଙ୍ଗ : ଧଳା। ଶୁଭ ସଂଖ୍ୟା : ୩, ୭, ୯। ଶୁଭ ସମୟ : ସକାଳ ୯ଟାରୁ ୧୧ଟା। xyxy=(1003,683,1242,715)
obituary-photo xyxy=(144,1167,256,1279)
obituary-line: ଝାରସୁଗୁଡ଼ା xyxy=(442,1020,476,1030)
zodiac-name: ମେଷ xyxy=(1053,103,1072,114)
obituary-mourners: ଶୋକାକୁଳ ପରିବାର xyxy=(41,1121,100,1131)
zodiac-text: ମିଶ୍ର ଫଳ ମିଳିବ। କର୍ମକ୍ଷେତ୍ରରେ ପରିଶ୍ରମ ଅଧିକ। ସହଯୋଗୀଙ୍କ ସହାୟତା ମିଳିବ। ଅର୍ଥ ବ୍ୟୟ ବଢ଼ିବ। ପରିବାରରେ ଆନନ୍ଦମୟ ପରିବେଶ ରହିବ। xyxy=(1053,403,1240,438)
pricebox-line: ୭୭୦୦/- ଟଙ୍କା xyxy=(432,389,481,399)
birthday-greet: ଜନ୍ମଦିବସର ଶୁଭେଚ୍ଛା xyxy=(417,201,496,212)
scroll-thumb-left[interactable] xyxy=(131,2321,201,2331)
zodiac-taurus-icon: ♉ xyxy=(1005,156,1049,196)
birthday-photo xyxy=(291,212,361,270)
obituary-photo xyxy=(17,1167,125,1295)
zodiac-text: ଦିନଟି ସାଧାରଣ। କାର୍ଯ୍ୟରେ ବିଳମ୍ବ ହୋଇପାରେ। ଧୈର୍ଯ୍ୟ ରଖନ୍ତୁ। ବିବାଦରୁ ଦୂରେଇ ରୁହନ୍ତୁ। ସନ୍ଧ୍ୟା ପରେ ପରିସ୍ଥିତି ଉନ୍ନତ ହେବ। xyxy=(1053,544,1240,579)
birthday-cell xyxy=(135,198,263,348)
zodiac-text: ଆଜି ସାବଧାନ ରୁହନ୍ତୁ। କାର୍ଯ୍ୟରେ ବାଧା ଆସିପାରେ। ଧୈର୍ଯ୍ୟ ଧରନ୍ତୁ। ପାରିବାରିକ ଦାୟିତ୍ୱ ବଢ଼ିବ। ଖର୍ଚ୍ଚ ନିୟନ୍ତ୍ରଣ କରନ୍ତୁ। ସନ୍ଧ୍ୟାରେ ଶୁଭ ସମାଚାର ମିଳିବ। xyxy=(1053,262,1240,297)
birthday-greet-title: ଜନ୍ମଦିନର ଶୁଭେଚ୍ଛା xyxy=(27,38,114,50)
birthday-cell xyxy=(220,35,305,155)
paragraph: ସେ କହିଥିଲେ ଯେ, ମହିଳାଙ୍କ ବିରୋଧରେ ଅପରାଧ ଘଟଣାରେ ପୋଲିସ ଶୀଘ୍ର କାର୍ଯ୍ୟାନୁଷ୍ଠାନ ଗ୍ରହଣ କରିବା ଆବଶ୍ୟକ। ପ୍ରତିଟି ଥାନାରେ ମହିଳା ସହାୟତା କେନ୍ଦ୍ର ଖୋଲିବା ଉଚିତ। xyxy=(538,556,968,694)
zodiac-gemini-icon: ♊ xyxy=(1005,209,1049,249)
rashifal-list xyxy=(1003,99,1242,682)
article-headline: ନିଖୋଜ ଯବାନଙ୍କ ସନ୍ଦେହଜନକ ମୃତ୍ୟୁ xyxy=(41,626,491,661)
birthday-greet: ଜନ୍ମଦିନର ଶୁଭେଚ୍ଛା xyxy=(162,351,236,361)
obituary-line: ଯାଜପୁର xyxy=(187,1607,213,1617)
obituary-ref: ଜ-୬୫୧୦ xyxy=(444,1380,474,1390)
obituary-line: ଜନ୍ମ : ୧୦.୦୬.୧୯୪୨ xyxy=(296,1020,363,1030)
birthday-greet: ପ୍ରଥମ ଜନ୍ମଦିନର ଶୁଭେଚ୍ଛା xyxy=(147,201,251,212)
zodiac-name: ମୀନ xyxy=(1053,639,1069,650)
obituary-message: ମା ତୁମର ସ୍ନେହ ଓ ଆଶୀର୍ବାଦ ଆମକୁ ସବୁବେଳେ ପଥ ଦେଖାଉଥିବ। ତୁମେ ଆମ ହୃଦୟରେ ଅମର। xyxy=(140,1331,260,1362)
pricebox-line: ଯୋଗାଯୋଗ : ବିଜ୍ଞାପନ ବିଭାଗ xyxy=(411,423,502,433)
obituary-name: ସ୍ୱର୍ଗତ ଜୟବନ୍ଧୁ ମହାନ୍ତି xyxy=(406,1559,512,1571)
balloon-icon: ◯◯◯ xyxy=(394,156,462,181)
birthday-detail: ପିତା : ପ୍ରଫୁଲ୍ଲ ମହାନ୍ତି xyxy=(160,460,238,470)
obituary-line: ବିଷ୍ଣୁପୁର, ଭୁବନେଶ୍ୱର xyxy=(163,1297,237,1307)
obituary-message: ଜନ୍ମ, ଜୀବନ ଓ ମୃତ୍ୟୁର ଏହି ଚକ୍ରରେ ଆପଣ ଆମକୁ ଛାଡ଼ି ଚାଲିଗଲେ। ଆପଣଙ୍କ ଆତ୍ମାର ଚିରଶାନ୍ତି କାମନା କରୁଛୁ। xyxy=(399,1033,519,1075)
obituary-photo xyxy=(17,1429,125,1557)
obituary-occasion: ଚତୁର୍ଥ ଶ୍ରାଦ୍ଧବାର୍ଷିକୀ xyxy=(36,1153,105,1164)
pricebox-line: ସାଧାରଣ ବିଜ୍ଞାପନ xyxy=(430,369,483,379)
obituary-entry-with-ad xyxy=(394,1410,524,1777)
obituary-photo xyxy=(405,1167,513,1295)
zodiac-name: କୁମ୍ଭ xyxy=(1053,592,1075,603)
birthday-cell xyxy=(135,35,220,155)
paragraph: ବିପର୍ଯ୍ୟୟ ପରିଚାଳନା କ୍ଷେତ୍ରରେ ଓଡ଼ିଶାର ମଡେଲ ଆଜି ସାରା ଦେଶ ପାଇଁ ଅନୁକରଣୀୟ ହୋଇଛି ବୋଲି ବକ୍ତାମାନେ ମତ ଦେଇଥିଲେ। ଏଥିରେ ଗଣମାଧ୍ୟମର ଅବଦାନ ଅତୁଳନୀୟ। xyxy=(691,184,836,248)
obituary-entry xyxy=(6,1148,136,1410)
obituary-line: ସନ୍ତରାପଡ଼ିଆ, କଟକ xyxy=(38,1022,103,1032)
obituary-entry xyxy=(6,846,136,1149)
rashifal-item: ♑ ମକର: ଦିନଟି ସାଧାରଣ। କାର୍ଯ୍ୟରେ ବିଳମ୍ବ ହୋଇପାରେ। ଧୈର୍ଯ୍ୟ ରଖନ୍ତୁ। ବିବାଦରୁ ଦୂରେଇ ରୁହନ୍ତୁ। ସନ୍ଧ୍ୟା ପରେ ପରିସ୍ଥିତି ଉନ୍ନତ ହେବ। xyxy=(1003,542,1242,589)
birthday-name: ଅଭିଜ୍ଞାନ ସାହୁ xyxy=(327,112,366,122)
birthday-greet: ଜନ୍ମଦିନର ଶୁଭେଚ୍ଛା xyxy=(289,351,363,361)
obituary-ref: ଜ-୬୮୯ xyxy=(189,1087,211,1097)
paragraph: ଶେଷରେ ସଭାପତି ଧନ୍ୟବାଦ ଅର୍ପଣ କରିଥିଲେ। ଆଗାମୀ ଦିନରେ ଏହିଭଳି ଅଧିକ କର୍ମଶାଳା ଆୟୋଜନ କରାଯିବ ବୋଲି ସେ ଘୋଷଣା କରିଥିଲେ। xyxy=(844,407,989,458)
ad-line: ADVERTISEMENT xyxy=(411,1657,507,1670)
article-headline: ବାତ୍ୟା ମୁକାବିଲାରେ ଓଡ଼ିଶା xyxy=(636,61,891,89)
birthday-photo xyxy=(32,212,110,274)
obituary-line: ଜନ୍ମ : ୧୯୪୦ xyxy=(437,1574,481,1584)
birthday-cell xyxy=(389,198,524,348)
obituary-name: ସ୍ୱର୍ଗତ ବସନ୍ତ କୁମାର ମିଶ୍ର xyxy=(400,1298,518,1310)
missing-soldier-body xyxy=(6,670,526,766)
obituary-name: ସ୍ୱର୍ଗତ ଭୁବିଚ ଚରଣ ସାହୁ xyxy=(279,1298,380,1310)
birthday-cell xyxy=(263,347,390,507)
birthday-detail: ମାତା : ପ୍ରମୀଳା ସାହୁ xyxy=(295,295,357,305)
size-note-line: ସାଇଜ xyxy=(413,94,434,104)
ad-line: published in xyxy=(426,1672,492,1685)
obituary-line: ବିୟୋଗ : ୧୭.୧୧.୨୦୦୯ xyxy=(34,1053,107,1063)
ad-line: DHARITRI will be xyxy=(414,1686,504,1699)
paragraph: ଭେଟ ଅବସରରେ ସେ ରାଜ୍ୟରେ ମହିଳା ସୁରକ୍ଷା ପରିସ୍ଥିତି ସମ୍ପର୍କରେ ଆଲୋଚନା କରିଥିଲେ। ଅପରାଧ ଘଟଣାର ଶୀଘ୍ର ତଦନ୍ତ ଓ ଦୋଷୀଙ୍କୁ କଠୋର ଦଣ୍ଡ ଦେବା ପାଇଁ ସେ ଦାବି କରିଥିଲେ। xyxy=(538,613,759,664)
obituary-line: ଜନ୍ମ : ୧୯୨୩ xyxy=(179,1587,221,1597)
obituary-photo xyxy=(17,865,125,993)
obituary-line: ବିୟୋଗ : ୦୭.୧୧.୨୦୧୩ xyxy=(292,1323,367,1333)
birthday-photo xyxy=(160,212,238,270)
birthday-name: ସାୟପ୍ରିୟା (ଝୁମା) xyxy=(291,271,361,283)
birthday-detail: ପିତା : ଗୋପାଳ ନାୟକ xyxy=(293,446,359,456)
obituary-entry xyxy=(394,846,524,1149)
birthday-detail: ଜନ୍ମ : ୧୭.୧୧.୨୦୦୯ xyxy=(38,319,103,329)
zodiac-pisces-icon: ♓ xyxy=(1005,639,1049,679)
birthday-name: ବୈଦ୍ୟନାଥ (ବାବା) xyxy=(421,275,492,287)
newspaper-logo: ଧରିତ୍ରୀ xyxy=(27,3,98,27)
viewer-footer-bar[interactable] xyxy=(1,2317,1496,2333)
zodiac-name: ଧନୁ xyxy=(1053,498,1066,509)
obituary-message: ଆପଣଙ୍କ ଆଦର୍ଶ ଆମର ପ୍ରେରଣା। ଆପଣଙ୍କ ଆତ୍ମାର ଚିରଶାନ୍ତି କାମନା କରୁଛୁ। xyxy=(399,1595,519,1626)
rashifal-subtitle: ଜ୍ୟୋତିର୍ବିଦ୍ୟା ବିଶାରଦ ପ୍ରଶାନ୍ତ କୁମାର ମହାପାତ୍ର ନନ୍ଦନକାନନ ଛକ ଶାସ୍ତ୍ରୀ, କାନ୍ତିଆ, ଗଞ୍ଜାମ xyxy=(1003,70,1242,99)
birthday-greet: ପ୍ରଥମ ଜନ୍ମଦିନର ଶୁଭେଚ୍ଛା xyxy=(398,180,452,197)
birthday-detail: ଭୁବନେଶ୍ୱର xyxy=(179,305,219,315)
rashifal-section xyxy=(1001,35,1244,798)
birthday-detail: ମାତା : ସନ୍ଧ୍ୟାରାଣୀ ସ୍ୱାଇଁ xyxy=(30,299,111,309)
birthday-cell xyxy=(304,35,389,155)
obituary-line: ବିୟୋଗ : ୦୬.୧୧.୨୦୧୩ xyxy=(163,1317,237,1327)
obituary-mourners: ଶୋକାକୁଳ ପରିବାର xyxy=(300,1370,359,1380)
pricebox-line: ଧରିତ୍ରୀ, ବାପୁଜୀ ନଗର xyxy=(421,433,492,443)
obituary-mourners: ଶୋକାକୁଳ ପରିବାର xyxy=(300,1621,359,1631)
obituary-ref: ଜ-୬୫୦୮ xyxy=(185,1374,215,1384)
obituary-name: ସ୍ୱର୍ଗତା ପାର୍ବତୀ ଦାଶୀ xyxy=(287,1559,372,1571)
birthday-photo xyxy=(231,39,293,111)
size-note-line: ଉଚ୍ଚତା xyxy=(414,74,433,84)
birthday-cell xyxy=(263,198,390,348)
birthday-detail: ପିତା : ପ୍ରଦୀପ ବେହେରା xyxy=(142,122,213,132)
obituary-line: ବିୟୋଗ : ୦୬.୧୧.୨୦୧୩ xyxy=(163,1597,237,1607)
pricebox-title: ବିବାହ ବିଜ୍ଞାପନ ପାଇଁ xyxy=(422,354,491,364)
news-photo-caption: ଇତିଶ୍ରୀ ହତ୍ୟା ମାମଲା xyxy=(865,703,988,797)
obituary-photo xyxy=(276,1429,384,1557)
obituary-line: ଗଞ୍ଜାମ xyxy=(317,1584,342,1594)
birthday-photo xyxy=(28,351,114,437)
obituary-ref: ଜ-୬୫୦୪ xyxy=(185,1654,215,1664)
obituary-entry xyxy=(6,1410,136,1777)
form-line-age: ବୟସ.................................... xyxy=(9,79,105,90)
obituary-entry xyxy=(394,1148,524,1410)
obituary-message: ତୁମ ଅନୁପସ୍ଥିତି ଆମକୁ ପ୍ରତିଦିନ ବ୍ୟଥିତ କରେ। ତୁମ ସ୍ମୃତି ଆମ ହୃଦୟରେ ଚିରଦିନ ଜାଗ୍ରତ ରହିବ। xyxy=(10,1349,131,1380)
birthday-photo xyxy=(156,361,242,435)
police-body xyxy=(538,556,989,696)
obituary-occasion: ଏକାଦଶାହ xyxy=(442,1153,476,1164)
